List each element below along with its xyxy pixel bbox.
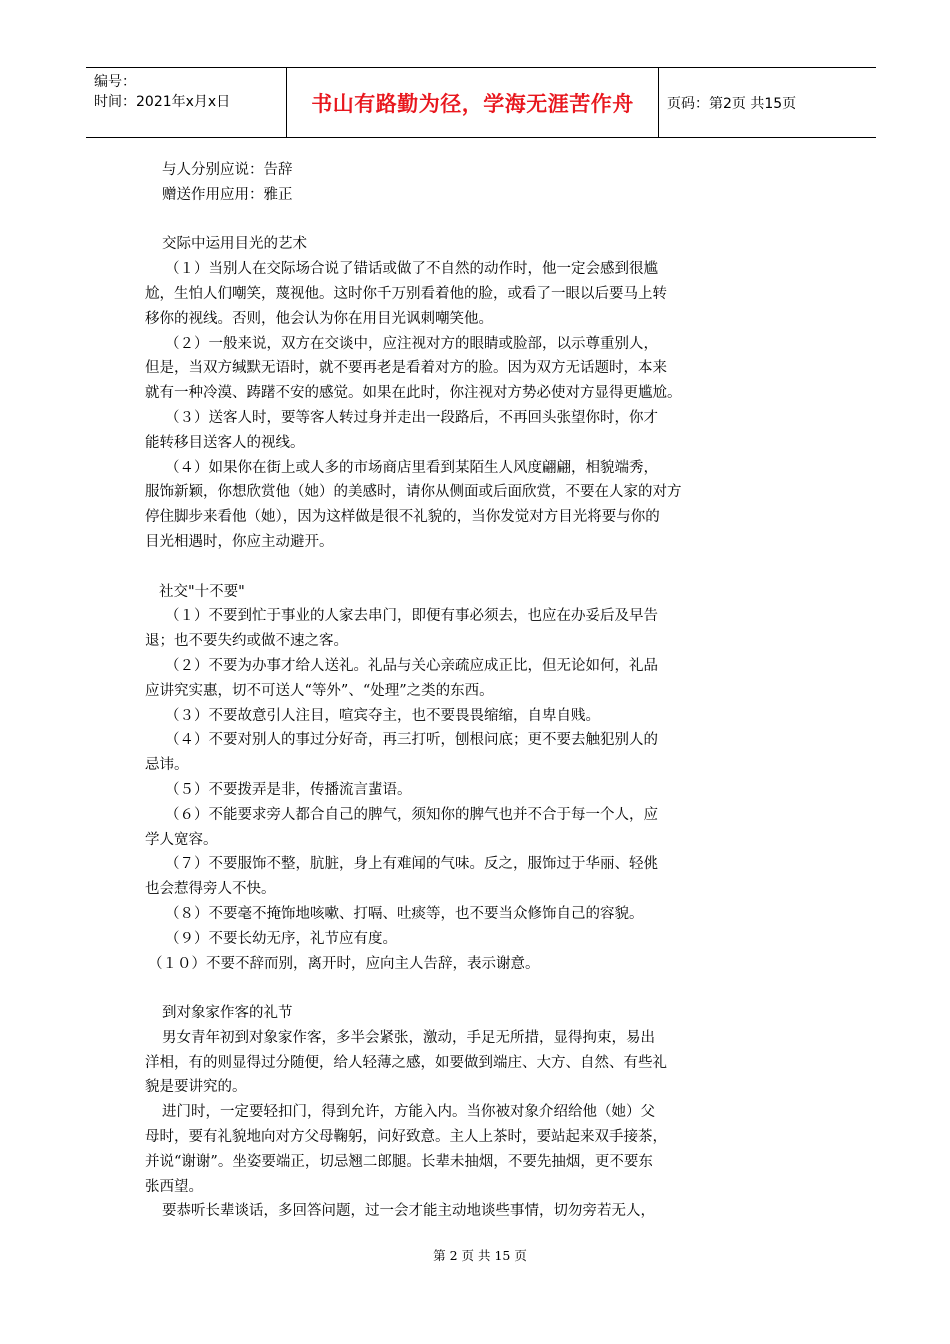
section-heading: 交际中运用目光的艺术: [162, 236, 307, 253]
body-line: 忌讳。: [145, 757, 189, 774]
header-motto: 书山有路勤为径，学海无涯苦作舟: [286, 68, 659, 137]
page-footer: 第 2 页 共 15 页: [433, 1248, 527, 1263]
body-line: 退；也不要失约或做不速之客。: [145, 633, 348, 650]
header-meta: [86, 68, 286, 137]
body-line: 就有一种冷漠、踌躇不安的感觉。如果在此时，你注视对方势必使对方显得更尴尬。: [145, 385, 682, 402]
body-line: 要恭听长辈谈话，多回答问题，过一会才能主动地谈些事情，切勿旁若无人，: [162, 1203, 655, 1220]
body-line: 移你的视线。否则，他会认为你在用目光讽刺嘲笑他。: [145, 310, 493, 327]
blank-line: [145, 976, 775, 1001]
body-line: 目光相遇时，你应主动避开。: [145, 533, 334, 550]
body-line: （２）一般来说，双方在交谈中，应注视对方的眼睛或脸部，以示尊重别人，: [165, 335, 658, 352]
body-line: 貌是要讲究的。: [145, 1079, 247, 1096]
body-line: （３）送客人时，要等客人转过身并走出一段路后，不再回头张望你时，你才: [165, 409, 658, 426]
body-line: （３）不要故意引人注目，喧宾夺主，也不要畏畏缩缩，自卑自贱。: [165, 707, 600, 724]
body-line: （５）不要拨弄是非，传播流言蜚语。: [165, 781, 412, 798]
section-heading: 社交"十不要": [159, 583, 245, 600]
body-line: 男女青年初到对象家作客，多半会紧张，激动，手足无所措，显得拘束，易出: [162, 1029, 655, 1046]
body-line: （１０）不要不辞而别，离开时，应向主人告辞，表示谢意。: [148, 955, 540, 972]
number-label: 编号：: [94, 74, 136, 90]
body-line: 与人分别应说：告辞: [162, 162, 293, 178]
body-line: （１）当别人在交际场合说了错话或做了不自然的动作时，他一定会感到很尴: [165, 261, 658, 278]
body-line: 并说“谢谢”。坐姿要端正，切忌翘二郎腿。长辈未抽烟，不要先抽烟，更不要东: [145, 1153, 653, 1170]
body-line: （２）不要为办事才给人送礼。礼品与关心亲疏应成正比，但无论如何，礼品: [165, 657, 658, 674]
body-line: 母时，要有礼貌地向对方父母鞠躬，问好致意。主人上茶时，要站起来双手接茶，: [145, 1129, 667, 1146]
body-line: （４）不要对别人的事过分好奇，再三打听，刨根问底；更不要去触犯别人的: [165, 732, 658, 749]
body-line: （６）不能要求旁人都合自己的脾气，须知你的脾气也并不合于每一个人，应: [165, 806, 658, 823]
body-line: 赠送作用应用：雅正: [162, 186, 293, 203]
body-line: （１）不要到忙于事业的人家去串门，即便有事必须去，也应在办妥后及早告: [165, 608, 658, 625]
blank-line: [145, 208, 775, 233]
body-line: 尬，生怕人们嘲笑，蔑视他。这时你千万别看着他的脸，或看了一眼以后要马上转: [145, 285, 667, 302]
body-line: 进门时，一定要轻扣门，得到允许，方能入内。当你被对象介绍给他（她）父: [162, 1104, 655, 1121]
page-header: [86, 67, 876, 138]
body-line: 能转移目送客人的视线。: [145, 434, 305, 451]
body-line: 洋相，有的则显得过分随便，给人轻薄之感，如要做到端庄、大方、自然、有些礼: [145, 1054, 667, 1071]
date-label: 时间：2021年x月x日: [94, 94, 231, 110]
body-line: 张西望。: [145, 1178, 203, 1195]
body-line: 服饰新颖，你想欣赏他（她）的美感时，请你从侧面或后面欣赏，不要在人家的对方: [145, 484, 682, 501]
body-line: 应讲究实惠，切不可送人“等外”、“处理”之类的东西。: [145, 682, 494, 699]
body-line: 学人宽容。: [145, 831, 218, 848]
body-line: （７）不要服饰不整，肮脏，身上有难闻的气味。反之，服饰过于华丽、轻佻: [165, 856, 658, 873]
body-line: 停住脚步来看他（她），因为这样做是很不礼貌的，当你发觉对方目光将要与你的: [145, 509, 660, 526]
body-line: （９）不要长幼无序，礼节应有度。: [165, 930, 397, 947]
body-line: 但是，当双方缄默无语时，就不要再老是看着对方的脸。因为双方无话题时，本来: [145, 360, 667, 377]
blank-line: [145, 555, 775, 580]
body-line: （８）不要毫不掩饰地咳嗽、打嗝、吐痰等，也不要当众修饰自己的容貌。: [165, 905, 644, 922]
document-body: [145, 158, 775, 1224]
header-page-info: 页码：第2页 共15页: [667, 95, 797, 112]
section-heading: 到对象家作客的礼节: [162, 1005, 293, 1022]
body-line: 也会惹得旁人不快。: [145, 881, 276, 898]
body-line: （４）如果你在街上或人多的市场商店里看到某陌生人风度翩翩，相貌端秀，: [165, 459, 658, 476]
